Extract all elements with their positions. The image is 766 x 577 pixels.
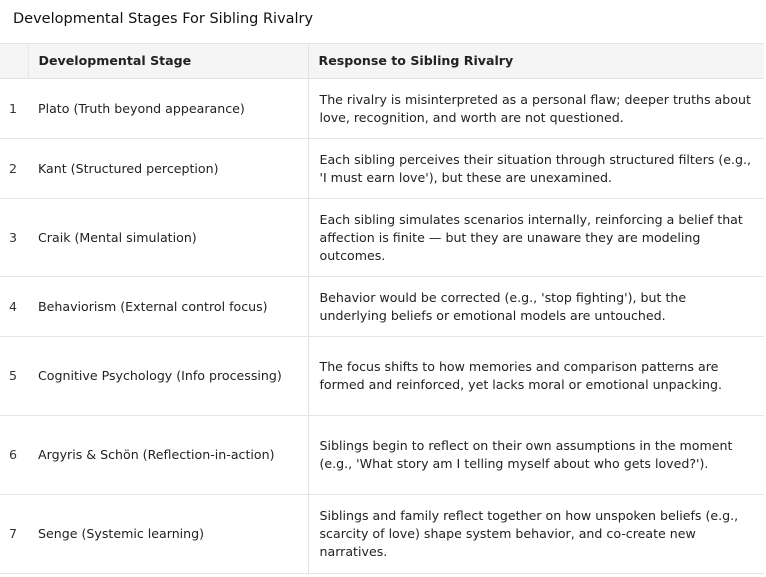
stage-cell: Argyris & Schön (Reflection-in-action): [28, 416, 308, 495]
table-row: [0, 416, 764, 495]
table-row: [0, 139, 764, 199]
response-cell: Siblings and family reflect together on how unspoken beliefs (e.g., scarcity of love) shape system behavior, and co-create new narratives.: [308, 495, 764, 574]
response-cell: The focus shifts to how memories and comparison patterns are formed and reinforced, yet lacks moral or emotional unpacking.: [308, 337, 764, 416]
row-index: 6: [0, 416, 28, 495]
row-index: 3: [0, 199, 28, 277]
row-index: 4: [0, 277, 28, 337]
table-row: [0, 79, 764, 139]
stage-cell: Craik (Mental simulation): [28, 199, 308, 277]
table-row: [0, 337, 764, 416]
stage-cell: Behaviorism (External control focus): [28, 277, 308, 337]
row-index: 2: [0, 139, 28, 199]
response-cell: The rivalry is misinterpreted as a personal flaw; deeper truths about love, recognition, and worth are not questioned.: [308, 79, 764, 139]
row-index: 1: [0, 79, 28, 139]
stage-cell: Kant (Structured perception): [28, 139, 308, 199]
stages-table: [0, 43, 764, 574]
table-header-row: [0, 44, 764, 79]
row-index: 7: [0, 495, 28, 574]
table-row: [0, 277, 764, 337]
response-cell: Behavior would be corrected (e.g., 'stop fighting'), but the underlying beliefs or emotional models are untouched.: [308, 277, 764, 337]
response-column-header: Response to Sibling Rivalry: [308, 44, 764, 79]
response-cell: Each sibling simulates scenarios internally, reinforcing a belief that affection is finite — but they are unaware they are modeling outcomes.: [308, 199, 764, 277]
stage-cell: Plato (Truth beyond appearance): [28, 79, 308, 139]
table-row: [0, 495, 764, 574]
stage-column-header: Developmental Stage: [28, 44, 308, 79]
page-title: Developmental Stages For Sibling Rivalry: [13, 11, 314, 27]
index-column-header: [0, 44, 28, 79]
stage-cell: Cognitive Psychology (Info processing): [28, 337, 308, 416]
stage-cell: Senge (Systemic learning): [28, 495, 308, 574]
response-cell: Each sibling perceives their situation through structured filters (e.g., 'I must earn love'), but these are unexamined.: [308, 139, 764, 199]
stages-table-container: [0, 43, 764, 577]
table-row: [0, 199, 764, 277]
row-index: 5: [0, 337, 28, 416]
response-cell: Siblings begin to reflect on their own assumptions in the moment (e.g., 'What story am I telling myself about who gets loved?').: [308, 416, 764, 495]
